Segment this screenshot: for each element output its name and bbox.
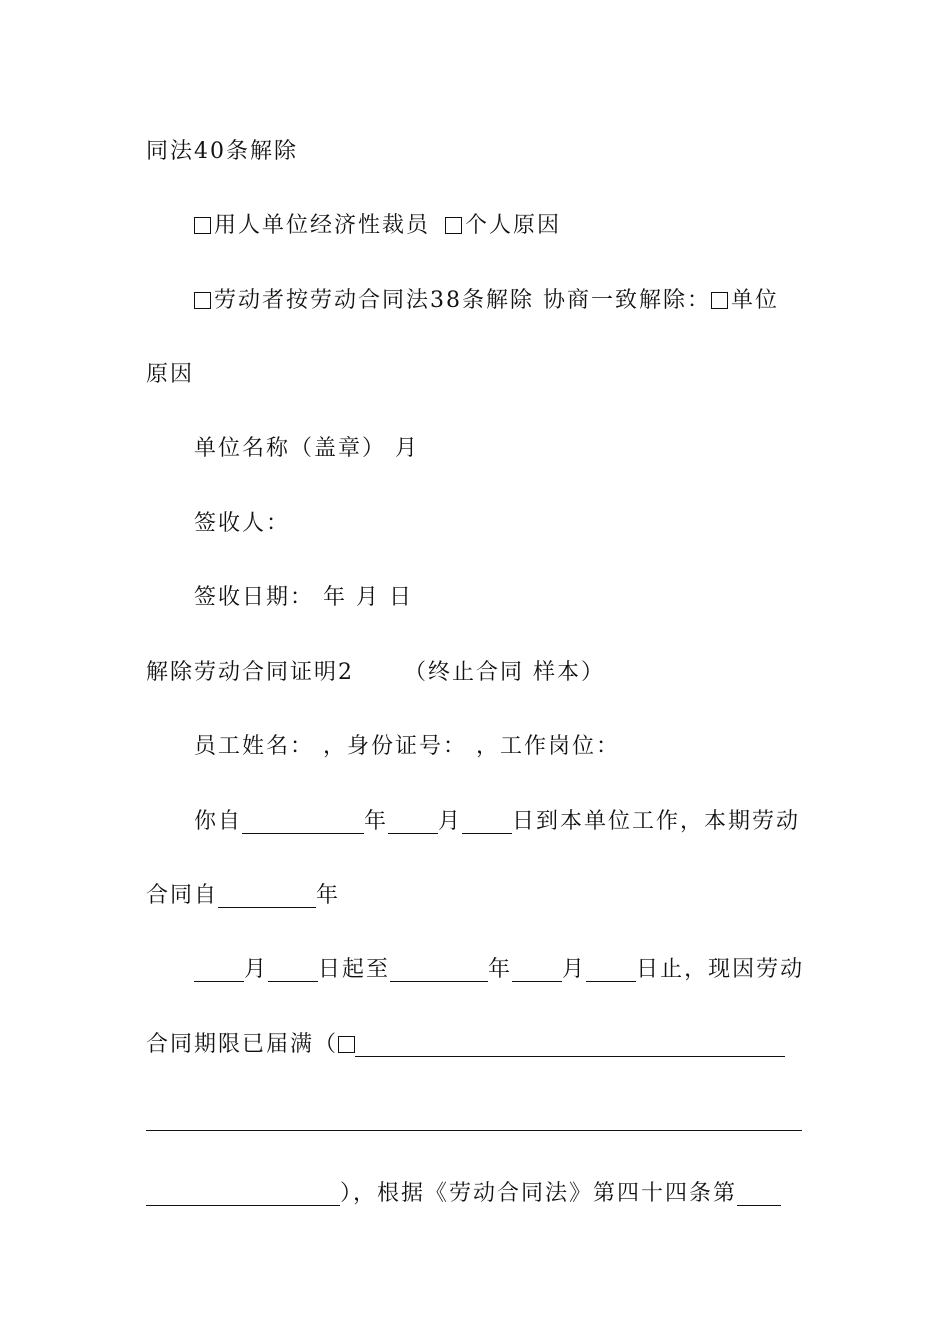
paragraph-line [194, 802, 806, 842]
option-line [194, 281, 806, 321]
blank-line [586, 953, 636, 982]
text-line [146, 132, 806, 172]
option-label: 用人单位经济性裁员 [214, 213, 431, 238]
blank-line [390, 953, 488, 982]
text: 年 [488, 957, 513, 982]
section-title [146, 653, 806, 693]
text: 签收日期： 年 月 日 [194, 585, 413, 610]
text-line [194, 429, 806, 469]
text: 月 [244, 957, 269, 982]
text: 原因 [146, 362, 195, 387]
blank-line [355, 1028, 785, 1057]
text: 月 [562, 957, 587, 982]
text: 你自 [194, 809, 243, 834]
checkbox-icon [445, 217, 462, 234]
blank-line [242, 805, 364, 834]
paragraph-line [146, 1174, 806, 1214]
blank-line [512, 953, 562, 982]
blank-line [268, 953, 318, 982]
blank-line [194, 953, 244, 982]
text: 年 [316, 883, 341, 908]
checkbox-icon [194, 217, 211, 234]
blank-line [737, 1177, 781, 1206]
employee-line [194, 727, 806, 767]
text: 同法40条解除 [146, 139, 298, 164]
checkbox-icon [194, 292, 211, 309]
paragraph-line [146, 1025, 806, 1065]
paragraph-line [194, 950, 806, 990]
text: 日止，现因劳动 [636, 957, 805, 982]
text: 员工姓名： ，身份证号： ，工作岗位： [194, 734, 620, 759]
blank-line [146, 1177, 340, 1206]
title-text: 解除劳动合同证明2 [146, 660, 354, 685]
blank-line [218, 879, 316, 908]
text: 日起至 [318, 957, 391, 982]
text-line [146, 355, 806, 395]
text: 日到本单位工作，本期劳动 [512, 809, 801, 834]
text: 合同自 [146, 883, 219, 908]
blank-line [462, 805, 512, 834]
paragraph-line [146, 1099, 806, 1139]
text: ），根据《劳动合同法》第四十四条第 [340, 1181, 738, 1206]
text-line [194, 578, 806, 618]
option-label: 个人原因 [465, 213, 562, 238]
blank-line [146, 1102, 802, 1131]
text: 年 [364, 809, 389, 834]
option-label: 单位 [731, 288, 780, 313]
title-note: （终止合同 样本） [404, 660, 605, 685]
text: 单位名称（盖章） 月 [194, 436, 419, 461]
text: 签收人： [194, 511, 291, 536]
paragraph-line [146, 876, 806, 916]
text: 月 [438, 809, 463, 834]
text: 合同期限已届满（ [146, 1032, 339, 1057]
text-line [194, 504, 806, 544]
checkbox-icon [338, 1036, 355, 1053]
checkbox-icon [711, 292, 728, 309]
option-label: 劳动者按劳动合同法38条解除 协商一致解除： [214, 288, 711, 313]
option-line [194, 206, 806, 246]
blank-line [388, 805, 438, 834]
